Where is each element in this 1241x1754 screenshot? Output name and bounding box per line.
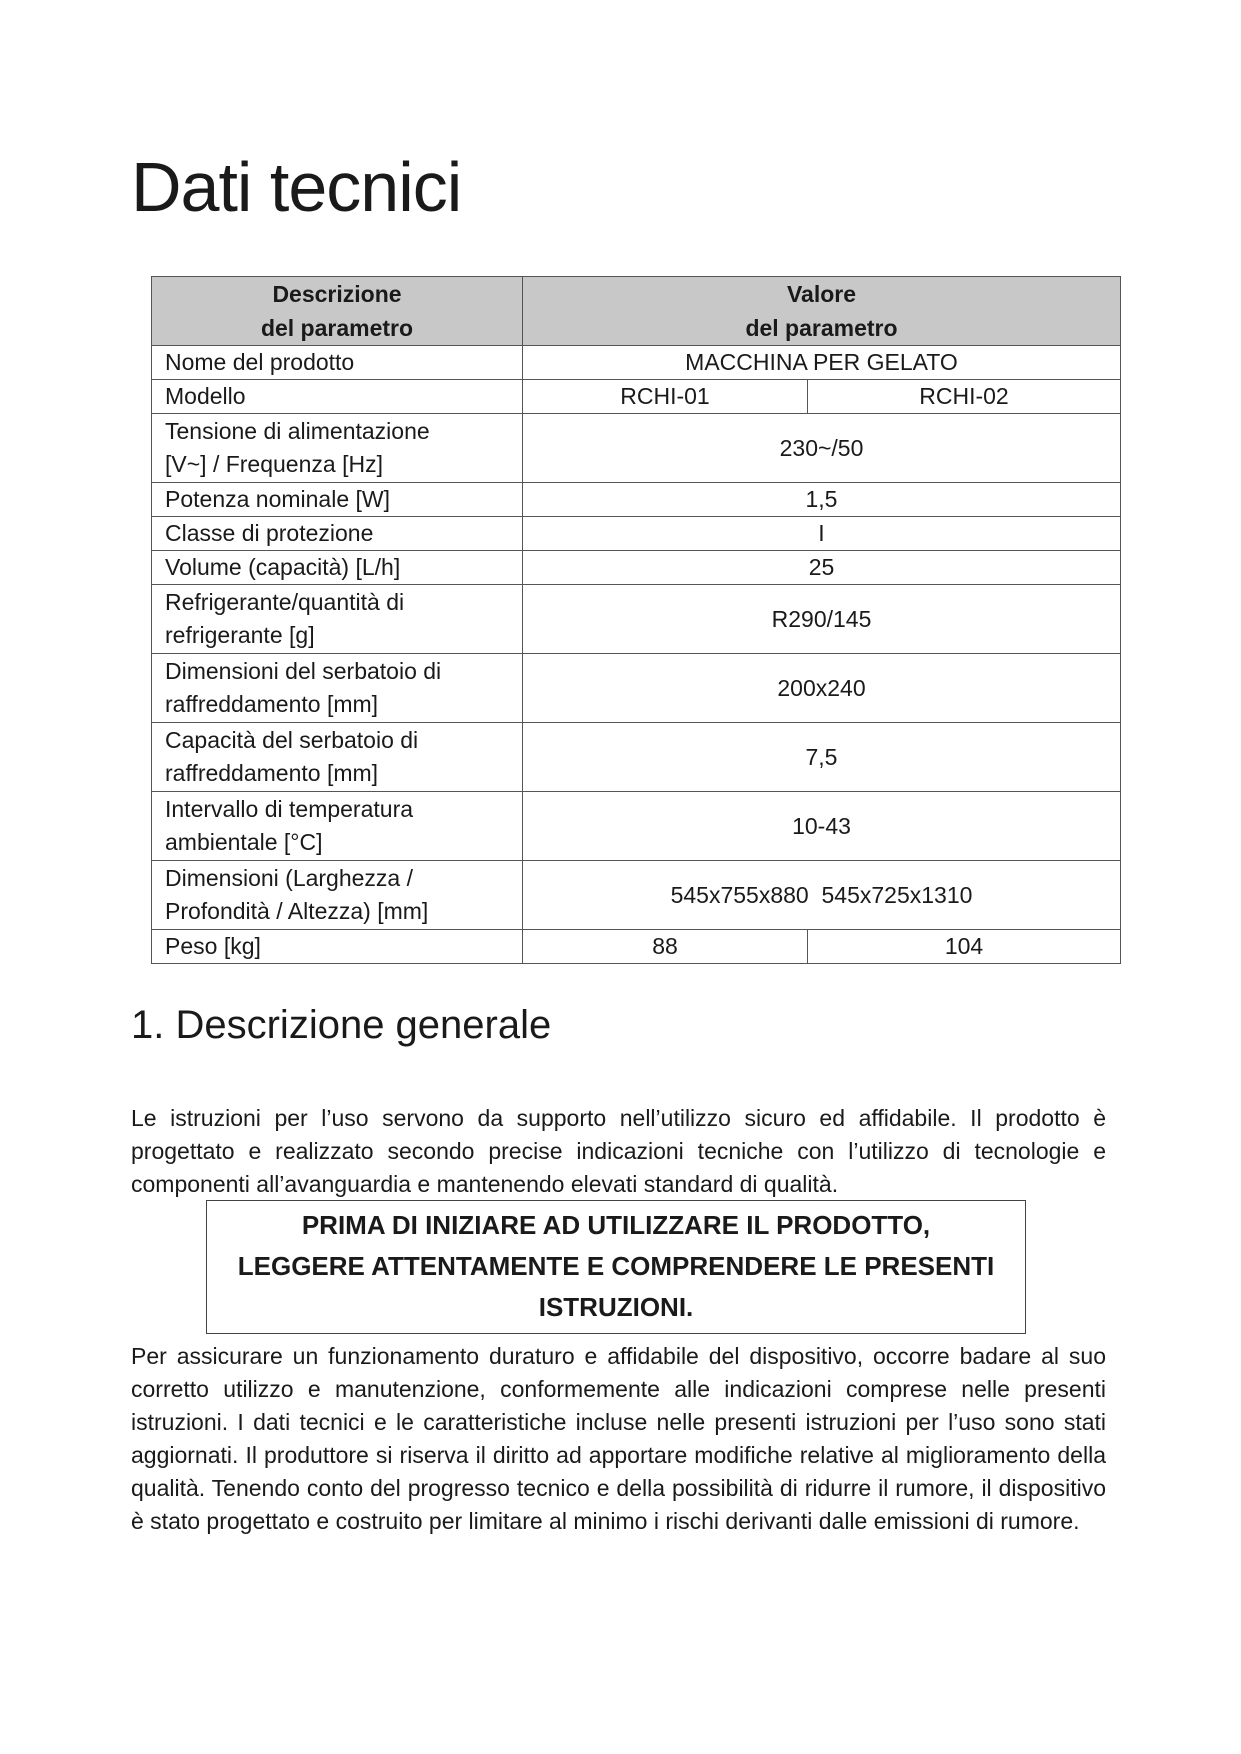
row-value: 1,5: [523, 483, 1121, 517]
warning-line: LEGGERE ATTENTAMENTE E COMPRENDERE LE PRESENTI: [237, 1251, 995, 1281]
body-paragraph: Per assicurare un funzionamento duraturo e affidabile del dispositivo, occorre badare al suo corretto utilizzo e manutenzione, conformemente alle indicazioni comprese nelle presenti istruzioni. I dati tecnici e le caratteristiche incluse nelle presenti istruzioni per l’uso sono stati aggiornati. Il produttore si riserva il diritto ad apportare modifiche relative al miglioramento della qualità. Tenendo conto del progresso tecnico e della possibilità di ridurre il rumore, il dispositivo è stato progettato e costruito per limitare al minimo i rischi derivanti dalle emissioni di rumore.: [131, 1343, 1106, 1534]
warning-line: ISTRUZIONI.: [538, 1292, 694, 1322]
row-value: 230~/50: [523, 414, 1121, 483]
row-value-a: RCHI-01: [523, 380, 808, 414]
row-value: I: [523, 517, 1121, 551]
row-label: Tensione di alimentazione [V~] / Frequenza [Hz]: [152, 414, 523, 483]
row-label: Nome del prodotto: [152, 346, 523, 380]
row-label: Capacità del serbatoio di raffreddamento [mm]: [152, 723, 523, 792]
row-value: 200x240: [523, 654, 1121, 723]
row-label: Classe di protezione: [152, 517, 523, 551]
table-row: [152, 930, 1121, 964]
technical-data-table: [151, 276, 1121, 964]
row-label: Dimensioni (Larghezza / Profondità / Altezza) [mm]: [152, 861, 523, 930]
row-value: 10-43: [523, 792, 1121, 861]
row-value: 545x755x880 545x725x1310: [523, 861, 1121, 930]
table-row: [152, 346, 1121, 380]
row-value: MACCHINA PER GELATO: [523, 346, 1121, 380]
table-row: [152, 792, 1121, 861]
table-row: [152, 585, 1121, 654]
table-header-row: [152, 277, 1121, 346]
row-label: Peso [kg]: [152, 930, 523, 964]
row-label: Potenza nominale [W]: [152, 483, 523, 517]
row-value: 25: [523, 551, 1121, 585]
row-value: 7,5: [523, 723, 1121, 792]
row-value: R290/145: [523, 585, 1121, 654]
header-value: Valore del parametro: [523, 277, 1121, 346]
table-row: [152, 414, 1121, 483]
table-row: [152, 380, 1121, 414]
table-row: [152, 483, 1121, 517]
table-row: [152, 861, 1121, 930]
row-label: Dimensioni del serbatoio di raffreddamento [mm]: [152, 654, 523, 723]
row-label: Volume (capacità) [L/h]: [152, 551, 523, 585]
page-title: Dati tecnici: [131, 148, 462, 226]
row-value-b: RCHI-02: [808, 380, 1121, 414]
table-row: [152, 517, 1121, 551]
warning-box: [206, 1200, 1026, 1334]
header-description: Descrizione del parametro: [152, 277, 523, 346]
row-label: Modello: [152, 380, 523, 414]
row-label: Intervallo di temperatura ambientale [°C]: [152, 792, 523, 861]
row-label: Refrigerante/quantità di refrigerante [g]: [152, 585, 523, 654]
warning-line: PRIMA DI INIZIARE AD UTILIZZARE IL PRODOTTO,: [301, 1210, 931, 1240]
row-value-a: 88: [523, 930, 808, 964]
table-row: [152, 654, 1121, 723]
row-value-b: 104: [808, 930, 1121, 964]
intro-paragraph: Le istruzioni per l’uso servono da supporto nell’utilizzo sicuro ed affidabile. Il prodotto è progettato e realizzato secondo precise indicazioni tecniche con l’utilizzo di tecnologie e componenti all’avanguardia e mantenendo elevati standard di qualità.: [131, 1105, 1106, 1197]
section-heading: 1. Descrizione generale: [131, 1003, 552, 1047]
table-row: [152, 551, 1121, 585]
table-row: [152, 723, 1121, 792]
